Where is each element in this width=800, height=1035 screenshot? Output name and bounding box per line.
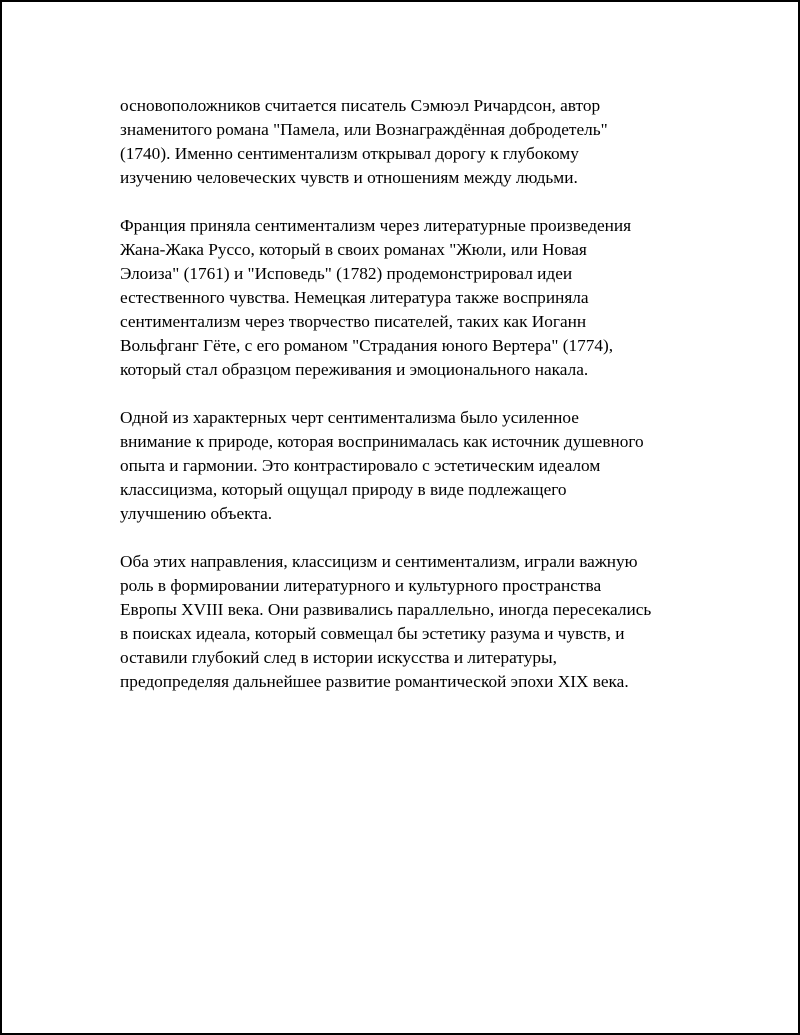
text-line: улучшению объекта.	[120, 504, 273, 523]
text-line: внимание к природе, которая воспринималась как источник душевного	[120, 432, 644, 451]
text-line: опыта и гармонии. Это контрастировало с эстетическим идеалом	[120, 456, 601, 475]
paragraph-2	[120, 214, 720, 382]
text-line: изучению человеческих чувств и отношениям между людьми.	[120, 168, 578, 187]
paragraph-3	[120, 406, 720, 526]
text-line: Оба этих направления, классицизм и сентиментализм, играли важную	[120, 552, 638, 571]
text-line: Жана-Жака Руссо, который в своих романах "Жюли, или Новая	[120, 240, 587, 259]
text-line: классицизма, который ощущал природу в виде подлежащего	[120, 480, 567, 499]
text-line: в поисках идеала, который совмещал бы эстетику разума и чувств, и	[120, 624, 625, 643]
text-line: Элоиза" (1761) и "Исповедь" (1782) продемонстрировал идеи	[120, 264, 573, 283]
text-line: естественного чувства. Немецкая литература также восприняла	[120, 288, 589, 307]
text-line: предопределяя дальнейшее развитие романтической эпохи XIX века.	[120, 672, 629, 691]
text-line: который стал образцом переживания и эмоционального накала.	[120, 360, 589, 379]
document-body	[120, 94, 720, 718]
text-line: оставили глубокий след в истории искусства и литературы,	[120, 648, 557, 667]
text-line: (1740). Именно сентиментализм открывал дорогу к глубокому	[120, 144, 579, 163]
text-line: Франция приняла сентиментализм через литературные произведения	[120, 216, 632, 235]
text-line: Европы XVIII века. Они развивались параллельно, иногда пересекались	[120, 600, 652, 619]
paragraph-4	[120, 550, 720, 694]
text-line: роль в формировании литературного и культурного пространства	[120, 576, 602, 595]
text-line: основоположников считается писатель Сэмюэл Ричардсон, автор	[120, 96, 601, 115]
text-line: сентиментализм через творчество писателей, таких как Иоганн	[120, 312, 587, 331]
text-line: Вольфганг Гёте, с его романом "Страдания юного Вертера" (1774),	[120, 336, 614, 355]
text-line: Одной из характерных черт сентиментализма было усиленное	[120, 408, 579, 427]
paragraph-1	[120, 94, 720, 190]
text-line: знаменитого романа "Памела, или Вознаграждённая добродетель"	[120, 120, 608, 139]
